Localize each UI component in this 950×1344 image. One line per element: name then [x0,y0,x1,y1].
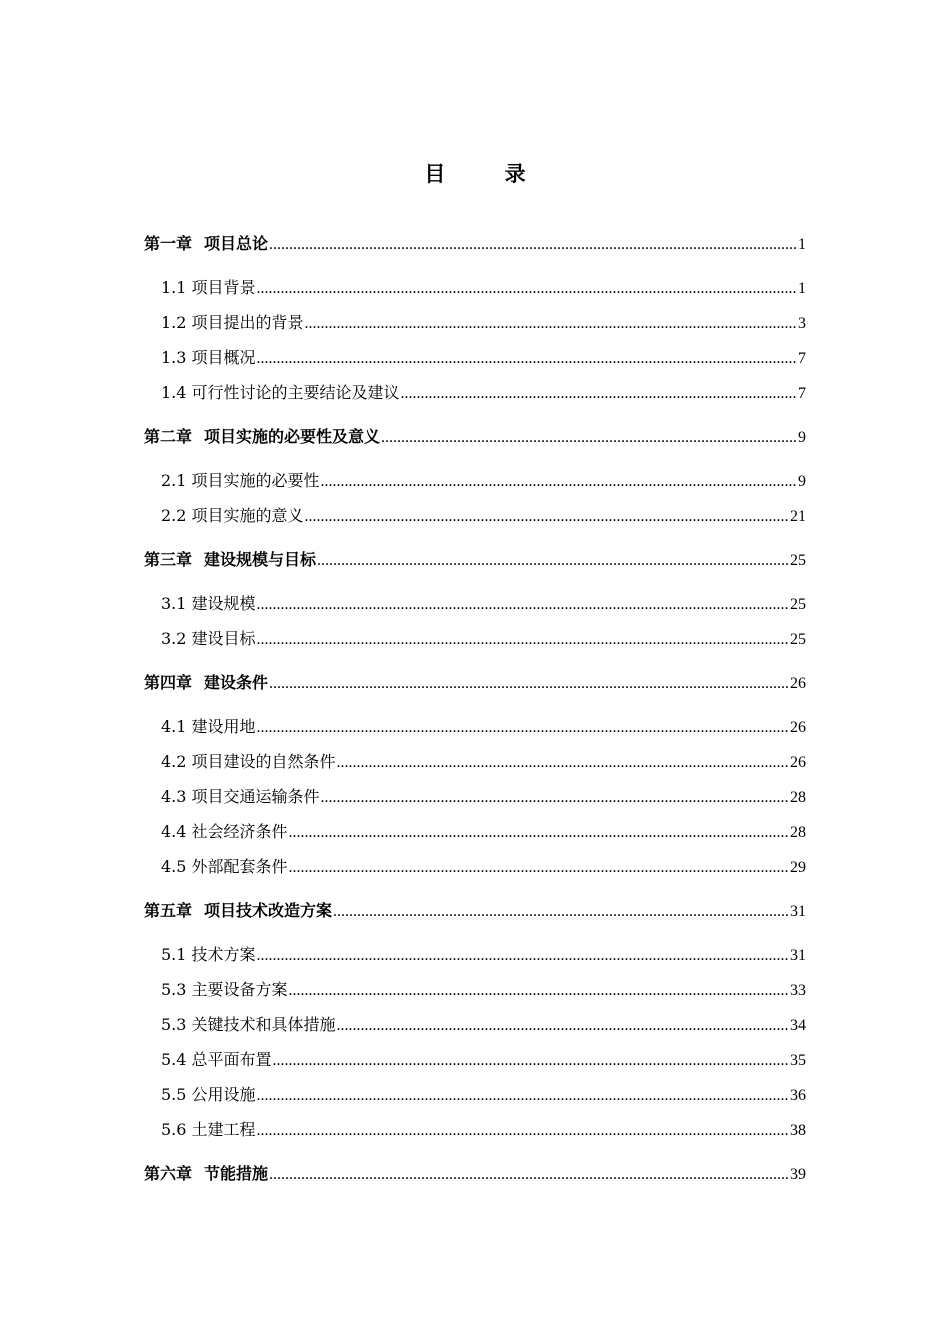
page-number: 28 [790,824,806,841]
dot-leader [273,1043,789,1078]
section-title: 5.1 技术方案 [161,945,256,964]
dot-leader [337,1008,789,1043]
section-title: 2.2 项目实施的意义 [161,506,304,525]
section-title: 1.3 项目概况 [161,348,256,367]
toc-section-5-6[interactable] [144,1112,806,1147]
chapter-number: 第四章 [144,673,193,692]
page-number: 34 [790,1017,806,1034]
page-number: 9 [798,473,806,490]
dot-leader [257,1078,789,1113]
section-title: 2.1 项目实施的必要性 [161,471,320,490]
page-number: 1 [798,236,806,253]
page-number: 3 [798,315,806,332]
chapter-number: 第一章 [144,234,193,253]
page-number: 26 [790,719,806,736]
toc-section-3-2[interactable] [144,621,806,656]
section-title: 4.4 社会经济条件 [161,822,288,841]
dot-leader [269,1157,789,1192]
dot-leader [257,587,789,622]
chapter-number: 第五章 [144,901,193,920]
toc-section-2-1[interactable] [144,463,806,498]
page-number: 7 [798,385,806,402]
section-title: 5.3 主要设备方案 [161,980,288,999]
page-number: 26 [790,675,806,692]
dot-leader [269,227,797,262]
section-title: 3.2 建设目标 [161,629,256,648]
dot-leader [305,306,797,341]
toc-chapter-6[interactable] [144,1156,806,1191]
dot-leader [305,499,789,534]
toc-section-1-3[interactable] [144,340,806,375]
section-title: 1.4 可行性讨论的主要结论及建议 [161,383,400,402]
toc-section-5-4[interactable] [144,1042,806,1077]
toc-section-5-1[interactable] [144,937,806,972]
chapter-title: 项目实施的必要性及意义 [204,427,381,446]
toc-section-5-3[interactable] [144,1007,806,1042]
dot-leader [289,850,789,885]
page-number: 25 [790,596,806,613]
page-number: 9 [798,429,806,446]
toc-chapter-1[interactable] [144,226,806,261]
page-number: 39 [790,1166,806,1183]
dot-leader [337,745,789,780]
page-number: 33 [790,982,806,999]
toc-section-4-1[interactable] [144,709,806,744]
dot-leader [321,464,797,499]
page-number: 36 [790,1087,806,1104]
dot-leader [289,973,789,1008]
page-number: 25 [790,552,806,569]
chapter-title: 建设条件 [204,673,269,692]
section-title: 5.6 土建工程 [161,1120,256,1139]
toc-section-4-2[interactable] [144,744,806,779]
section-title: 4.5 外部配套条件 [161,857,288,876]
page-number: 29 [790,859,806,876]
dot-leader [257,938,789,973]
page-number: 21 [790,508,806,525]
dot-leader [401,376,797,411]
section-title: 4.1 建设用地 [161,717,256,736]
dot-leader [289,815,789,850]
toc-section-4-4[interactable] [144,814,806,849]
page-number: 1 [798,280,806,297]
page-title: 目 录 [424,162,552,186]
toc-chapter-3[interactable] [144,542,806,577]
section-title: 4.3 项目交通运输条件 [161,787,320,806]
toc-chapter-2[interactable] [144,419,806,454]
section-title: 5.4 总平面布置 [161,1050,272,1069]
toc-section-4-5[interactable] [144,849,806,884]
dot-leader [257,271,797,306]
chapter-number: 第六章 [144,1164,193,1183]
dot-leader [257,1113,789,1148]
chapter-title: 节能措施 [204,1164,269,1183]
chapter-title: 项目总论 [204,234,269,253]
chapter-title: 项目技术改造方案 [204,901,333,920]
table-of-contents [144,226,806,1191]
toc-section-5-5[interactable] [144,1077,806,1112]
section-title: 5.5 公用设施 [161,1085,256,1104]
section-title: 3.1 建设规模 [161,594,256,613]
toc-section-1-4[interactable] [144,375,806,410]
section-title: 1.2 项目提出的背景 [161,313,304,332]
toc-section-4-3[interactable] [144,779,806,814]
toc-section-1-1[interactable] [144,270,806,305]
toc-section-1-2[interactable] [144,305,806,340]
toc-section-3-1[interactable] [144,586,806,621]
section-title: 1.1 项目背景 [161,278,256,297]
page-number: 31 [790,903,806,920]
page-number: 28 [790,789,806,806]
page-number: 35 [790,1052,806,1069]
toc-section-5-2[interactable] [144,972,806,1007]
toc-chapter-4[interactable] [144,665,806,700]
dot-leader [269,666,789,701]
chapter-number: 第三章 [144,550,193,569]
dot-leader [381,420,797,455]
section-title: 4.2 项目建设的自然条件 [161,752,336,771]
toc-section-2-2[interactable] [144,498,806,533]
page-number: 38 [790,1122,806,1139]
chapter-number: 第二章 [144,427,193,446]
dot-leader [257,622,789,657]
dot-leader [257,710,789,745]
toc-chapter-5[interactable] [144,893,806,928]
chapter-title: 建设规模与目标 [204,550,317,569]
page-number: 25 [790,631,806,648]
section-title: 5.3 关键技术和具体措施 [161,1015,336,1034]
dot-leader [333,894,789,929]
dot-leader [257,341,797,376]
page-number: 7 [798,350,806,367]
dot-leader [321,780,789,815]
page-number: 26 [790,754,806,771]
page-number: 31 [790,947,806,964]
dot-leader [317,543,789,578]
